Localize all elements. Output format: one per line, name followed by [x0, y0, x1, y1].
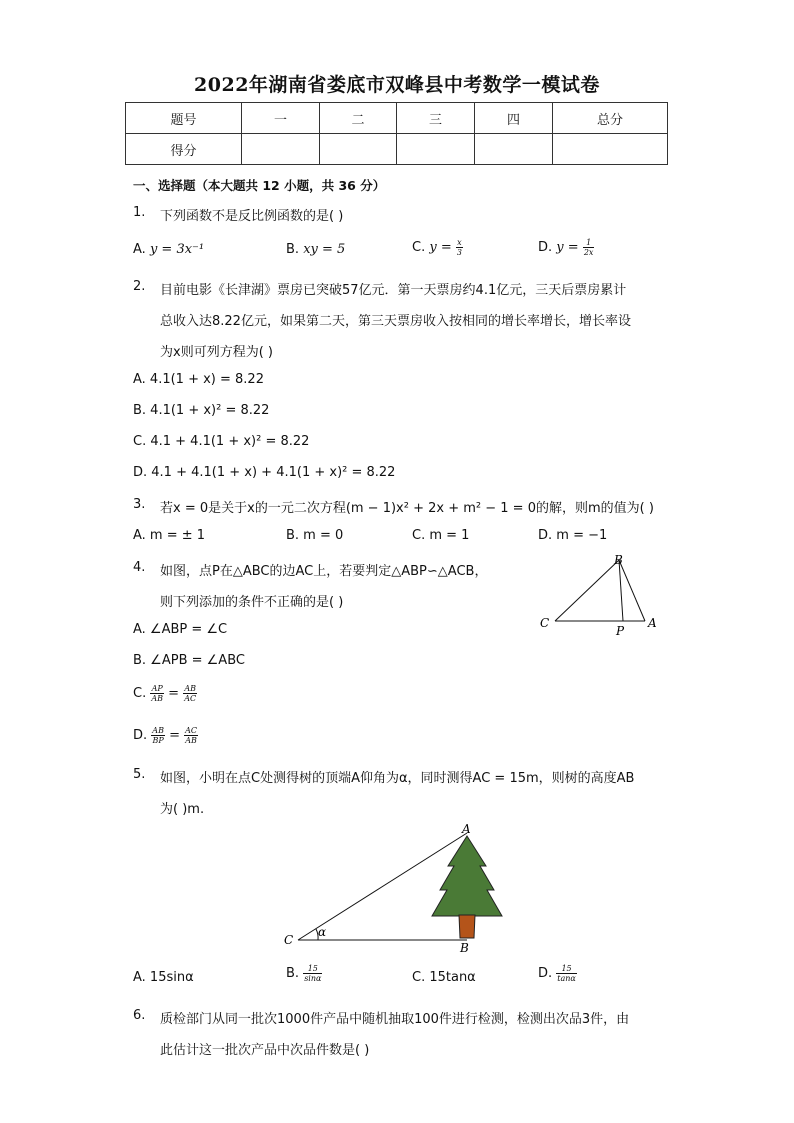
- label-a: A: [462, 822, 471, 836]
- option-d: D. 4.1 + 4.1(1 + x) + 4.1(1 + x)² = 8.22: [133, 465, 396, 480]
- denominator: 2x: [583, 248, 594, 257]
- segment-cb: [555, 560, 619, 621]
- option-b: B. 4.1(1 + x)² = 8.22: [133, 403, 270, 418]
- option-a: A. ∠ABP = ∠C: [133, 622, 228, 637]
- option-c: C. $\frac{AP}{AB}$ = $\frac{AB}{AC}$: [133, 684, 197, 703]
- tree-trunk: [459, 915, 475, 938]
- denominator: AB: [185, 736, 197, 745]
- question-number: 5.: [133, 767, 146, 782]
- option-a: A. 15sinα: [133, 970, 194, 985]
- option-label: D.: [538, 966, 553, 981]
- option-b: B. ∠APB = ∠ABC: [133, 653, 245, 668]
- option-c: C. m = 1: [412, 528, 470, 543]
- option-label: D.: [538, 240, 553, 255]
- numerator: AP: [151, 684, 163, 693]
- numerator: 15: [303, 964, 322, 974]
- option-label: C.: [133, 686, 147, 701]
- question-text: 则下列添加的条件不正确的是( ): [160, 595, 344, 610]
- section-heading: 一、选择题（本大题共 12 小题，共 36 分）: [133, 178, 386, 193]
- option-a: A. m = ± 1: [133, 528, 206, 543]
- option-expr: y = 3x⁻¹: [149, 242, 205, 257]
- fraction: [184, 726, 198, 745]
- fraction: [456, 238, 463, 257]
- table-cell: [553, 134, 668, 165]
- table-cell: [242, 134, 320, 165]
- score-table: [125, 102, 668, 165]
- option-label: B.: [286, 966, 300, 981]
- label-a: A: [648, 616, 657, 630]
- option-label: C.: [412, 240, 426, 255]
- question-text: 为x则可列方程为( ): [160, 345, 273, 360]
- option-c: [412, 238, 463, 257]
- table-cell: [320, 134, 397, 165]
- label-b: B: [460, 941, 469, 955]
- denominator: sinα: [304, 974, 322, 983]
- fraction: [583, 238, 595, 257]
- option-expr: y =: [429, 240, 456, 255]
- denominator: AB: [151, 694, 164, 703]
- option-expr: xy = 5: [303, 242, 346, 257]
- denominator: tanα: [557, 974, 576, 983]
- table-cell: [397, 134, 475, 165]
- triangle-figure: [535, 548, 665, 640]
- numerator: AB: [184, 684, 196, 693]
- question-text: 为( )m.: [160, 802, 205, 817]
- table-row: [126, 103, 668, 134]
- table-cell: 题号: [126, 103, 242, 134]
- label-p: P: [616, 624, 625, 638]
- option-b: B. m = 0: [286, 528, 344, 543]
- question-text: 若x = 0是关于x的一元二次方程(m − 1)x² + 2x + m² − 1 = 0的解，则m的值为( ): [160, 501, 654, 516]
- denominator: AC: [184, 694, 197, 703]
- option-label: D.: [133, 728, 148, 743]
- question-text: 质检部门从同一批次1000件产品中随机抽取100件进行检测，检测出次品3件，由: [160, 1012, 630, 1027]
- option-c: C. 15tanα: [412, 970, 476, 985]
- option-a: [133, 242, 204, 257]
- table-cell: 总分: [553, 103, 668, 134]
- table-cell: 三: [397, 103, 475, 134]
- denominator: BP: [152, 736, 164, 745]
- question-text: 此估计这一批次产品中次品件数是( ): [160, 1043, 370, 1058]
- question-text: 如图，点P在△ABC的边AC上，若要判定△ABP∽△ACB，: [160, 564, 488, 579]
- option-d: [538, 238, 594, 257]
- question-number: 1.: [133, 205, 146, 220]
- option-expr: y =: [556, 240, 583, 255]
- fraction: [303, 964, 322, 983]
- numerator: x: [457, 238, 462, 247]
- tree-figure: [280, 818, 510, 958]
- question-number: 4.: [133, 560, 146, 575]
- numerator: AB: [152, 726, 164, 735]
- numerator: AC: [185, 726, 198, 735]
- option-d: D. $\frac{AB}{BP}$ = $\frac{AC}{AB}$: [133, 726, 198, 745]
- option-b: [286, 242, 345, 257]
- question-text: 下列函数不是反比例函数的是( ): [160, 209, 344, 224]
- question-text: 如图，小明在点C处测得树的顶端A仰角为α，同时测得AC = 15m，则树的高度AB: [160, 771, 635, 786]
- denominator: 3: [456, 248, 462, 257]
- table-cell: 二: [320, 103, 397, 134]
- label-b: B: [614, 553, 623, 567]
- option-d: D. m = −1: [538, 528, 608, 543]
- question-number: 6.: [133, 1008, 146, 1023]
- table-cell: 四: [475, 103, 553, 134]
- fraction: [150, 684, 164, 703]
- label-c: C: [284, 933, 294, 947]
- question-text: 总收入达8.22亿元，如果第二天，第三天票房收入按相同的增长率增长，增长率设: [160, 314, 631, 329]
- fraction: [556, 964, 577, 983]
- option-label: A.: [133, 242, 146, 257]
- option-a: A. 4.1(1 + x) = 8.22: [133, 372, 264, 387]
- option-label: B.: [286, 242, 300, 257]
- numerator: 1: [583, 238, 595, 248]
- fraction: [183, 684, 197, 703]
- option-b: [286, 964, 322, 983]
- numerator: 15: [556, 964, 577, 974]
- question-number: 3.: [133, 497, 146, 512]
- label-alpha: α: [318, 925, 327, 939]
- question-text: 目前电影《长津湖》票房已突破57亿元．第一天票房约4.1亿元，三天后票房累计: [160, 283, 627, 298]
- label-c: C: [540, 616, 550, 630]
- question-number: 2.: [133, 279, 146, 294]
- table-cell: 得分: [126, 134, 242, 165]
- table-row: [126, 134, 668, 165]
- table-cell: [475, 134, 553, 165]
- page-title: 2022年湖南省娄底市双峰县中考数学一模试卷: [194, 74, 600, 96]
- table-cell: 一: [242, 103, 320, 134]
- fraction: [151, 726, 165, 745]
- option-d: [538, 964, 577, 983]
- option-c: C. 4.1 + 4.1(1 + x)² = 8.22: [133, 434, 310, 449]
